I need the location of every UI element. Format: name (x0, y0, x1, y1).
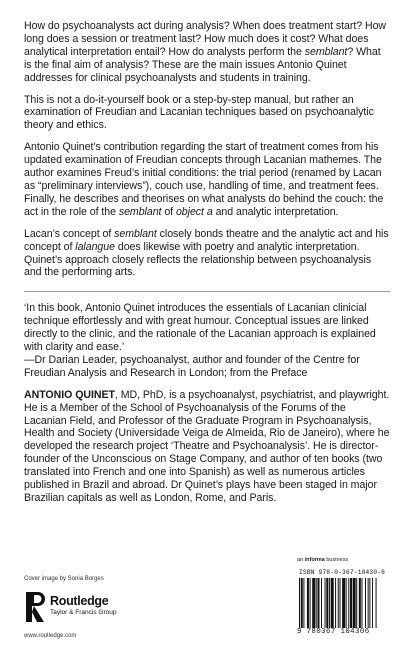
author-name: ANTONIO QUINET (24, 388, 115, 401)
isbn-barcode-block (297, 557, 395, 637)
barcode-digits: 9 780367 104306 (297, 628, 370, 636)
endorsement-attribution: —Dr Darian Leader, psychoanalyst, author and founder of the Centre for Freudian Analysis and Research in London; from the Preface (24, 353, 360, 379)
divider (24, 291, 390, 292)
isbn-label: ISBN 978-0-367-10430-6 (299, 569, 386, 576)
publisher-logo (24, 590, 164, 630)
barcode-icon (299, 578, 393, 628)
intro-paragraph-2: This is not a do-it-yourself book or a step-by-step manual, but rather an examination of Freudian and Lacanian techniques based on psychoanalytic theory and ethics. (24, 93, 374, 132)
author-bio: ANTONIO QUINET, MD, PhD, is a psychoanalyst, psychiatrist, and playwright. He is a Member of the School of Psychoanalysis of the Forums of the Lacanian Field, and Professor of the Graduate Program in Psychoanalysis, Health and Society (Universidade Veiga de Almeida, Rio de Janeiro), where he developed the research project ‘Theatre and Psychoanalysis’. He is director-founder of the Unconscious on Stage Company, and author of ten books (two translated into French and one into Spanish) as well as numerous articles published in Brazil and abroad. Dr Quinet’s plays have been staged in major Brazilian capitals as well as London, Rome, and Paris. (24, 388, 390, 504)
intro-paragraph-4: Lacan’s concept of semblant closely bonds theatre and the analytic act and his concept of lalangue does likewise with poetry and analytic interpretation. Quinet’s approach closely reflects the relationship between psychoanalysis and the performing arts. (24, 227, 389, 279)
endorsement-quote: ‘In this book, Antonio Quinet introduces the essentials of Lacanian clinicial technique effortlessly and with great humour. Conceptual issues are linked directly to the clinic, and the rationale of the Lacanian approach is explained with clarity and ease.’ (24, 302, 376, 354)
intro-paragraph-3: Antonio Quinet’s contribution regarding the start of treatment comes from his updated examination of Freudian concepts through Lacanian mathemes. The author examines Freud’s initial conditions: the trial period (renamed by Lacan as “preliminary interviews”), couch use, handling of time, and treatment fees. Finally, he describes and theorises on what analysts do behind the couch: the act in the role of the semblant of object a and analytic interpretation. (24, 141, 384, 218)
publisher-url: www.routledge.com (24, 633, 77, 639)
routledge-logo-icon (24, 590, 46, 624)
publisher-name: Routledge (50, 594, 109, 608)
intro-paragraph-1: How do psychoanalysts act during analysis? When does treatment start? How long does a session or treatment last? How much does it cost? What does analytical interpretation entail? How do analysts perform the semblant? What is the final aim of analysis? These are the main issues Antonio Quinet addresses for clinical psychoanalysts and students in training. (24, 20, 387, 84)
blurb-text (24, 20, 390, 514)
informa-label: an informa business (297, 557, 349, 563)
publisher-group: Taylor & Francis Group (50, 609, 117, 616)
cover-credit: Cover image by Sonia Borges (24, 576, 104, 582)
